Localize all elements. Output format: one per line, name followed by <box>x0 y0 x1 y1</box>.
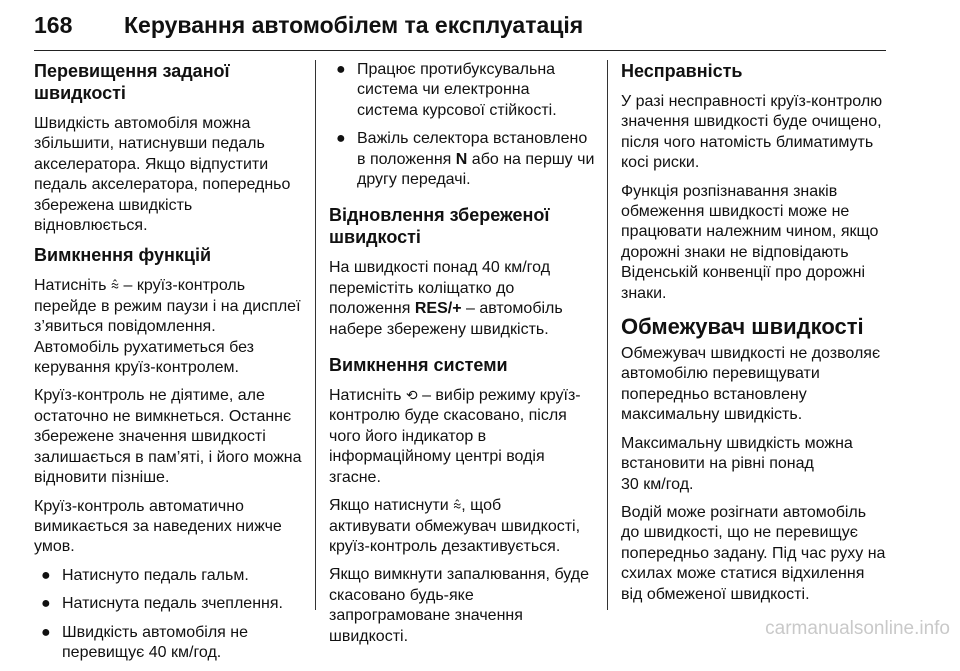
text-line: максимальну швидкість. <box>621 406 803 424</box>
text-line: збережене значення швидкості <box>34 428 266 446</box>
paragraph <box>621 434 891 495</box>
cruise-off-icon: ⟲ <box>405 388 418 405</box>
column-3 <box>621 60 891 613</box>
bullet-icon: ● <box>336 61 346 78</box>
text-line: умов. <box>34 538 75 556</box>
text-line: Водій може розігнати автомобіль <box>621 503 867 521</box>
bullet-item <box>34 566 304 586</box>
text-line: значення швидкості буде очищено, <box>621 113 882 131</box>
text-line: залишається в пам’яті, і його можна <box>34 448 302 466</box>
text: Якщо натиснути <box>329 497 449 515</box>
heading-line: швидкості <box>34 83 126 103</box>
text: , щоб <box>461 497 502 515</box>
text-line: Автомобіль рухатиметься без <box>34 338 254 356</box>
heading-exceed-speed <box>34 60 304 104</box>
paragraph <box>34 114 304 236</box>
paragraph <box>621 92 891 174</box>
bullet-list <box>34 566 304 664</box>
watermark: carmanualsonline.info <box>765 618 950 639</box>
paragraph <box>34 276 304 378</box>
bullet-icon: ● <box>41 566 51 584</box>
text-line: інформаційному центрі водія <box>329 448 545 466</box>
bullet-item <box>34 594 304 614</box>
paragraph <box>329 565 599 647</box>
text-line: керування круїз-контролем. <box>34 359 239 377</box>
column-1 <box>34 60 304 671</box>
text-line: система чи електронна <box>357 81 530 99</box>
paragraph <box>329 496 599 557</box>
bullet-item <box>329 60 599 121</box>
text: другу передачі. <box>357 171 471 189</box>
speed-limiter-icon: ⩯ <box>453 498 462 515</box>
text-line: перейде в режим паузи і на дисплеї <box>34 297 301 315</box>
text-line: педаль акселератора, попередньо <box>34 176 291 194</box>
text-line: працювати належним чином, якщо <box>621 223 879 241</box>
text-line: відновлюється. <box>34 217 148 235</box>
text-line: згасне. <box>329 468 381 486</box>
text-line: система курсової стійкості. <box>357 101 557 119</box>
text-line: Швидкість автомобіля не <box>62 623 248 641</box>
text: На швидкості понад 40 км/год <box>329 259 551 277</box>
text-line: вимикається за наведених нижче <box>34 517 282 535</box>
res-plus-label: RES/+ <box>414 300 462 318</box>
text-line: круїз-контроль дезактивується. <box>329 537 561 555</box>
heading-speed-limiter: Обмежувач швидкості <box>621 314 864 340</box>
bullet-item <box>34 623 304 664</box>
text-line: скасовано будь-яке <box>329 586 474 604</box>
text-line: після чого натомість блиматимуть <box>621 133 874 151</box>
paragraph <box>621 182 891 304</box>
paragraph <box>621 503 891 605</box>
column-divider <box>607 60 608 610</box>
heading-fault: Несправність <box>621 61 743 81</box>
text-line: чого його індикатор в <box>329 427 487 445</box>
text-line: встановити на рівні понад <box>621 455 814 473</box>
text: положення <box>329 300 411 318</box>
text-line: Швидкість автомобіля можна <box>34 115 251 132</box>
bullet-list <box>329 60 599 121</box>
text-line: Круїз-контроль не діятиме, але <box>34 387 265 405</box>
text-line: схилах може статися відхилення <box>621 565 865 583</box>
text-line: акселератора. Якщо відпустити <box>34 155 269 173</box>
text: Натисніть <box>329 387 402 405</box>
text-line: косі риски. <box>621 154 700 172</box>
text-line: У разі несправності круїз-контролю <box>621 93 883 110</box>
text-line: до швидкості, що не перевищує <box>621 524 858 542</box>
text <box>34 298 301 376</box>
paragraph <box>34 497 304 558</box>
chapter-title: Керування автомобілем та експлуатація <box>124 12 584 38</box>
gear-position-n: N <box>455 150 468 168</box>
text-line: Віденській конвенції про дорожні <box>621 264 865 282</box>
heading-line: Перевищення заданої <box>34 61 230 81</box>
bullet-icon: ● <box>41 623 51 641</box>
column-divider <box>315 60 316 610</box>
heading-system-off: Вимкнення системи <box>329 355 508 376</box>
paragraph <box>34 386 304 488</box>
text-line: Натиснуто педаль гальм. <box>62 566 249 584</box>
text-line: 30 км/год. <box>621 475 694 493</box>
text-line: перевищує 40 км/год. <box>62 643 222 661</box>
text-line: Обмежувач швидкості не дозволяє <box>621 345 881 363</box>
text-line: Максимальну швидкість можна <box>621 434 853 452</box>
text: Важіль селектора встановлено <box>357 130 588 148</box>
text-line: активувати обмежувач швидкості, <box>329 517 581 535</box>
text-line: остаточно не вимкнеться. Останнє <box>34 407 292 425</box>
text-line: Якщо вимкнути запалювання, буде <box>329 566 589 584</box>
text <box>329 518 580 555</box>
bullet-item <box>329 129 599 190</box>
text-line: попередньо задану. Під час руху на <box>621 544 886 562</box>
text-line: Працює протибуксувальна <box>357 61 556 78</box>
bullet-icon: ● <box>41 595 51 613</box>
text-line: Натиснута педаль зчеплення. <box>62 595 283 613</box>
paragraph <box>329 258 599 340</box>
page-number: 168 <box>34 12 73 38</box>
text: набере збережену швидкість. <box>329 320 549 338</box>
cruise-pause-icon: ⩯ <box>110 278 120 295</box>
text: – вибір режиму круїз- <box>422 387 581 405</box>
text-line: обмеження швидкості може не <box>621 203 850 221</box>
text <box>329 407 567 485</box>
heading-line: швидкості <box>329 227 421 248</box>
text-line: попередньо встановлену <box>621 385 807 403</box>
text-line: Функція розпізнавання знаків <box>621 182 838 200</box>
text-line: збільшити, натиснувши педаль <box>34 135 265 153</box>
text-line: швидкості. <box>329 627 409 645</box>
paragraph <box>329 386 599 488</box>
text-line: автомобілю перевищувати <box>621 365 820 383</box>
text-line: відновити пізніше. <box>34 469 170 487</box>
text-line: контролю буде скасовано, після <box>329 407 567 425</box>
heading-functions-off: Вимкнення функцій <box>34 245 212 266</box>
text-line: від обмеженої швидкості. <box>621 585 810 603</box>
text: – автомобіль <box>465 300 563 318</box>
text: – круїз-контроль <box>123 277 246 295</box>
text-line: запрограмоване значення <box>329 607 523 625</box>
bullet-icon: ● <box>336 130 346 148</box>
text-line: знаки. <box>621 284 667 302</box>
text: перемістіть коліщатко до <box>329 279 515 297</box>
text-line: Круїз-контроль автоматично <box>34 497 244 515</box>
text-line: з’явиться повідомлення. <box>34 318 216 336</box>
page-header <box>34 12 886 51</box>
text-line: дорожні знаки не відповідають <box>621 243 849 261</box>
paragraph <box>621 344 891 426</box>
text: в положення <box>357 150 452 168</box>
text: Натисніть <box>34 277 107 295</box>
text-line: збережена швидкість <box>34 196 193 214</box>
text: або на першу чи <box>471 150 595 168</box>
column-2 <box>329 60 599 655</box>
heading-restore-speed <box>329 204 599 248</box>
heading-line: Відновлення збереженої <box>329 205 550 226</box>
